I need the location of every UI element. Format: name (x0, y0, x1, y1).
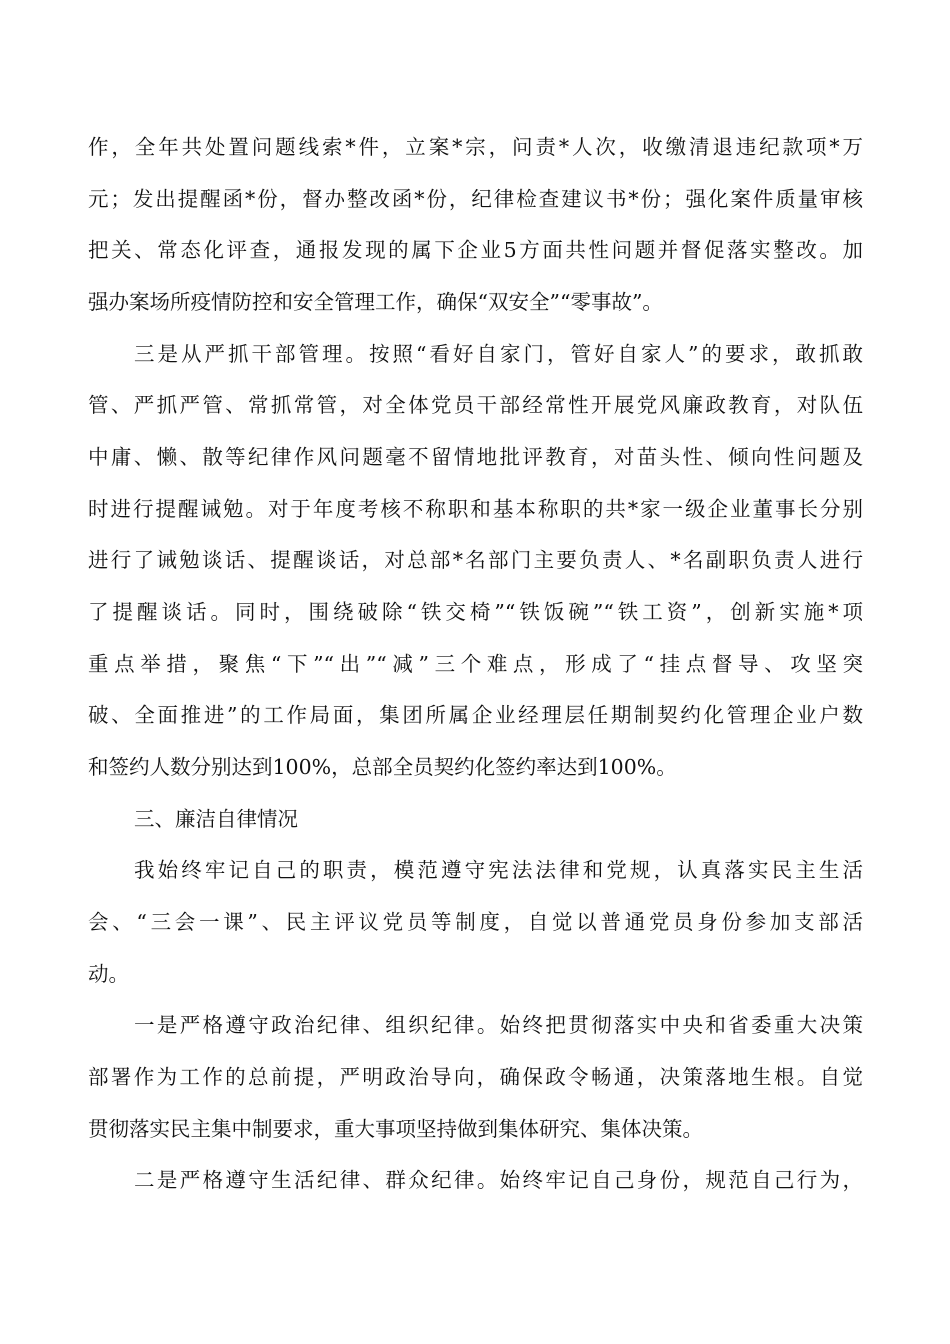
paragraph-first-line: 我始终牢记自己的职责，模范遵守宪法法律和党规，认真落实民主生活 (134, 858, 863, 882)
text-line: 动。 (88, 962, 129, 986)
text-line: 部署作为工作的总前提，严明政治导向，确保政令畅通，决策落地生根。自觉 (88, 1065, 863, 1089)
text-line: 强办案场所疫情防控和安全管理工作，确保“双安全”“零事故”。 (88, 290, 663, 314)
text-line: 进行了诫勉谈话、提醒谈话，对总部*名部门主要负责人、*名副职负责人进行 (88, 548, 863, 572)
text-line: 了提醒谈话。同时，围绕破除“铁交椅”“铁饭碗”“铁工资”，创新实施*项 (88, 600, 863, 624)
text-line: 时进行提醒诫勉。对于年度考核不称职和基本称职的共*家一级企业董事长分别 (88, 497, 863, 521)
text-line: 重点举措，聚焦“下”“出”“减”三个难点，形成了“挂点督导、攻坚突 (88, 652, 863, 676)
paragraph-first-line: 一是严格遵守政治纪律、组织纪律。始终把贯彻落实中央和省委重大决策 (134, 1013, 863, 1037)
text-line: 作，全年共处置问题线索*件，立案*宗，问责*人次，收缴清退违纪款项*万 (88, 135, 863, 159)
section-heading: 三、廉洁自律情况 (134, 807, 298, 831)
text-line: 会、“三会一课”、民主评议党员等制度，自觉以普通党员身份参加支部活 (88, 910, 863, 934)
text-line: 和签约人数分别达到100%，总部全员契约化签约率达到100%。 (88, 755, 677, 779)
text-line: 管、严抓严管、常抓常管，对全体党员干部经常性开展党风廉政教育，对队伍 (88, 393, 863, 417)
text-line: 元；发出提醒函*份，督办整改函*份，纪律检查建议书*份；强化案件质量审核 (88, 187, 863, 211)
text-line: 中庸、懒、散等纪律作风问题毫不留情地批评教育，对苗头性、倾向性问题及 (88, 445, 863, 469)
paragraph-first-line: 二是严格遵守生活纪律、群众纪律。始终牢记自己身份，规范自己行为， (134, 1168, 863, 1192)
text-line: 破、全面推进”的工作局面，集团所属企业经理层任期制契约化管理企业户数 (88, 703, 863, 727)
text-line: 贯彻落实民主集中制要求，重大事项坚持做到集体研究、集体决策。 (88, 1117, 703, 1141)
text-line: 把关、常态化评查，通报发现的属下企业5方面共性问题并督促落实整改。加 (88, 238, 863, 262)
paragraph-first-line: 三是从严抓干部管理。按照“看好自家门，管好自家人”的要求，敢抓敢 (134, 342, 863, 366)
